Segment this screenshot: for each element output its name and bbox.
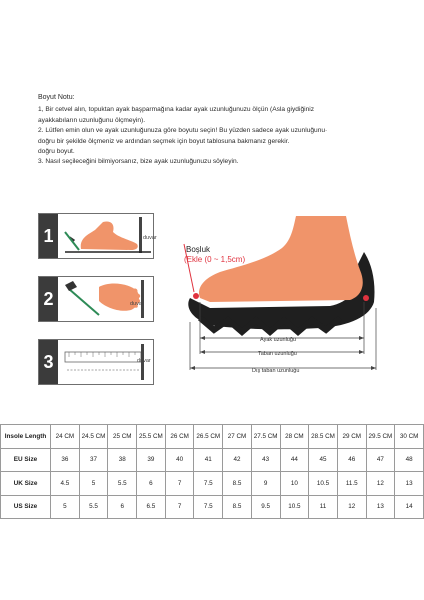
table-cell: 36: [51, 448, 80, 472]
table-cell: 44: [280, 448, 309, 472]
table-cell: 8.5: [223, 495, 252, 519]
notes-line: doğru boyut.: [38, 148, 75, 156]
table-row: [1, 472, 424, 496]
table-cell: 37: [79, 448, 108, 472]
table-cell: 43: [251, 448, 280, 472]
table-cell: 8.5: [223, 472, 252, 496]
wall-label: duvar: [143, 235, 157, 241]
table-cell: 30 CM: [395, 425, 424, 449]
notes-line: ayakkabıların uzunluğunu ölçmeyin).: [38, 116, 146, 124]
notes-line: 2. Lütfen emin olun ve ayak uzunluğunuza göre boyutu seçin! Bu yüzden sadece ayak uzunluğunu·: [38, 127, 328, 135]
table-cell: 26.5 CM: [194, 425, 223, 449]
table-cell: 26 CM: [165, 425, 194, 449]
step-2-panel: [38, 276, 154, 322]
outsole-length-label: Dış taban uzunluğu: [252, 368, 300, 374]
table-cell: 48: [395, 448, 424, 472]
ruler-illustration: [59, 340, 154, 384]
table-cell: 28 CM: [280, 425, 309, 449]
insole-length-label: Taban uzunluğu: [258, 351, 297, 357]
table-cell: 27 CM: [223, 425, 252, 449]
table-cell: 5.5: [108, 472, 137, 496]
table-cell: 24.5 CM: [79, 425, 108, 449]
table-cell: 12: [337, 495, 366, 519]
table-cell: 39: [137, 448, 166, 472]
table-cell: 10: [280, 472, 309, 496]
table-cell: 5: [79, 472, 108, 496]
table-cell: 13: [366, 495, 395, 519]
table-cell: 5.5: [79, 495, 108, 519]
gap-marker: [193, 293, 199, 299]
table-cell: 11: [309, 495, 338, 519]
table-cell: 14: [395, 495, 424, 519]
notes-line: 1, Bir cetvel alın, topuktan ayak başparmağına kadar ayak uzunluğunuzu ölçün (Asla giydiğiniz: [38, 106, 315, 114]
foot-measurement-diagram: [170, 212, 390, 377]
step-number: 2: [39, 277, 58, 321]
table-cell: 6: [108, 495, 137, 519]
table-cell: 47: [366, 448, 395, 472]
table-cell: 28.5 CM: [309, 425, 338, 449]
table-cell: 42: [223, 448, 252, 472]
gap-marker: [363, 295, 369, 301]
table-cell: 4.5: [51, 472, 80, 496]
foot-side-illustration: [59, 214, 157, 258]
step-number: 1: [39, 214, 58, 258]
table-cell: 5: [51, 495, 80, 519]
table-cell: 40: [165, 448, 194, 472]
size-chart-table: [0, 424, 424, 519]
table-cell: 29.5 CM: [366, 425, 395, 449]
size-notes: [38, 93, 418, 168]
table-cell: 10.5: [280, 495, 309, 519]
table-cell: 7.5: [194, 472, 223, 496]
table-cell: 46: [337, 448, 366, 472]
table-cell: 9.5: [251, 495, 280, 519]
table-cell: 6: [137, 472, 166, 496]
row-header: US Size: [1, 495, 51, 519]
table-cell: 38: [108, 448, 137, 472]
table-cell: 45: [309, 448, 338, 472]
wall-label: duvar: [130, 301, 144, 307]
gap-title: Boşluk: [186, 245, 211, 254]
table-row: [1, 425, 424, 449]
row-header: EU Size: [1, 448, 51, 472]
table-cell: 9: [251, 472, 280, 496]
gap-add-label: (Ekle (0 ~ 1,5cm): [184, 255, 246, 264]
step-1-panel: [38, 213, 157, 259]
table-cell: 13: [395, 472, 424, 496]
step-3-panel: [38, 339, 154, 385]
table-cell: 25.5 CM: [137, 425, 166, 449]
table-cell: 29 CM: [337, 425, 366, 449]
foot-length-label: Ayak uzunluğu: [260, 337, 296, 343]
table-row: [1, 448, 424, 472]
table-cell: 7.5: [194, 495, 223, 519]
table-cell: 27.5 CM: [251, 425, 280, 449]
notes-line: doğru bir şekilde ölçmeniz ve ardından seçmek için boyut tablosuna bakmanız gerekir.: [38, 137, 290, 145]
row-header: UK Size: [1, 472, 51, 496]
step-number: 3: [39, 340, 58, 384]
table-cell: 7: [165, 495, 194, 519]
row-header: Insole Length: [1, 425, 51, 449]
table-cell: 25 CM: [108, 425, 137, 449]
table-cell: 41: [194, 448, 223, 472]
notes-line: 3. Nasıl seçileceğini bilmiyorsanız, bize ayak uzunluğunuzu söyleyin.: [38, 158, 239, 166]
table-cell: 11.5: [337, 472, 366, 496]
table-cell: 7: [165, 472, 194, 496]
wall-label: duvar: [137, 358, 151, 364]
notes-title: Boyut Notu:: [38, 94, 75, 101]
table-cell: 12: [366, 472, 395, 496]
foot-top-illustration: [59, 277, 154, 321]
table-row: [1, 495, 424, 519]
table-cell: 10.5: [309, 472, 338, 496]
table-cell: 24 CM: [51, 425, 80, 449]
table-cell: 6.5: [137, 495, 166, 519]
